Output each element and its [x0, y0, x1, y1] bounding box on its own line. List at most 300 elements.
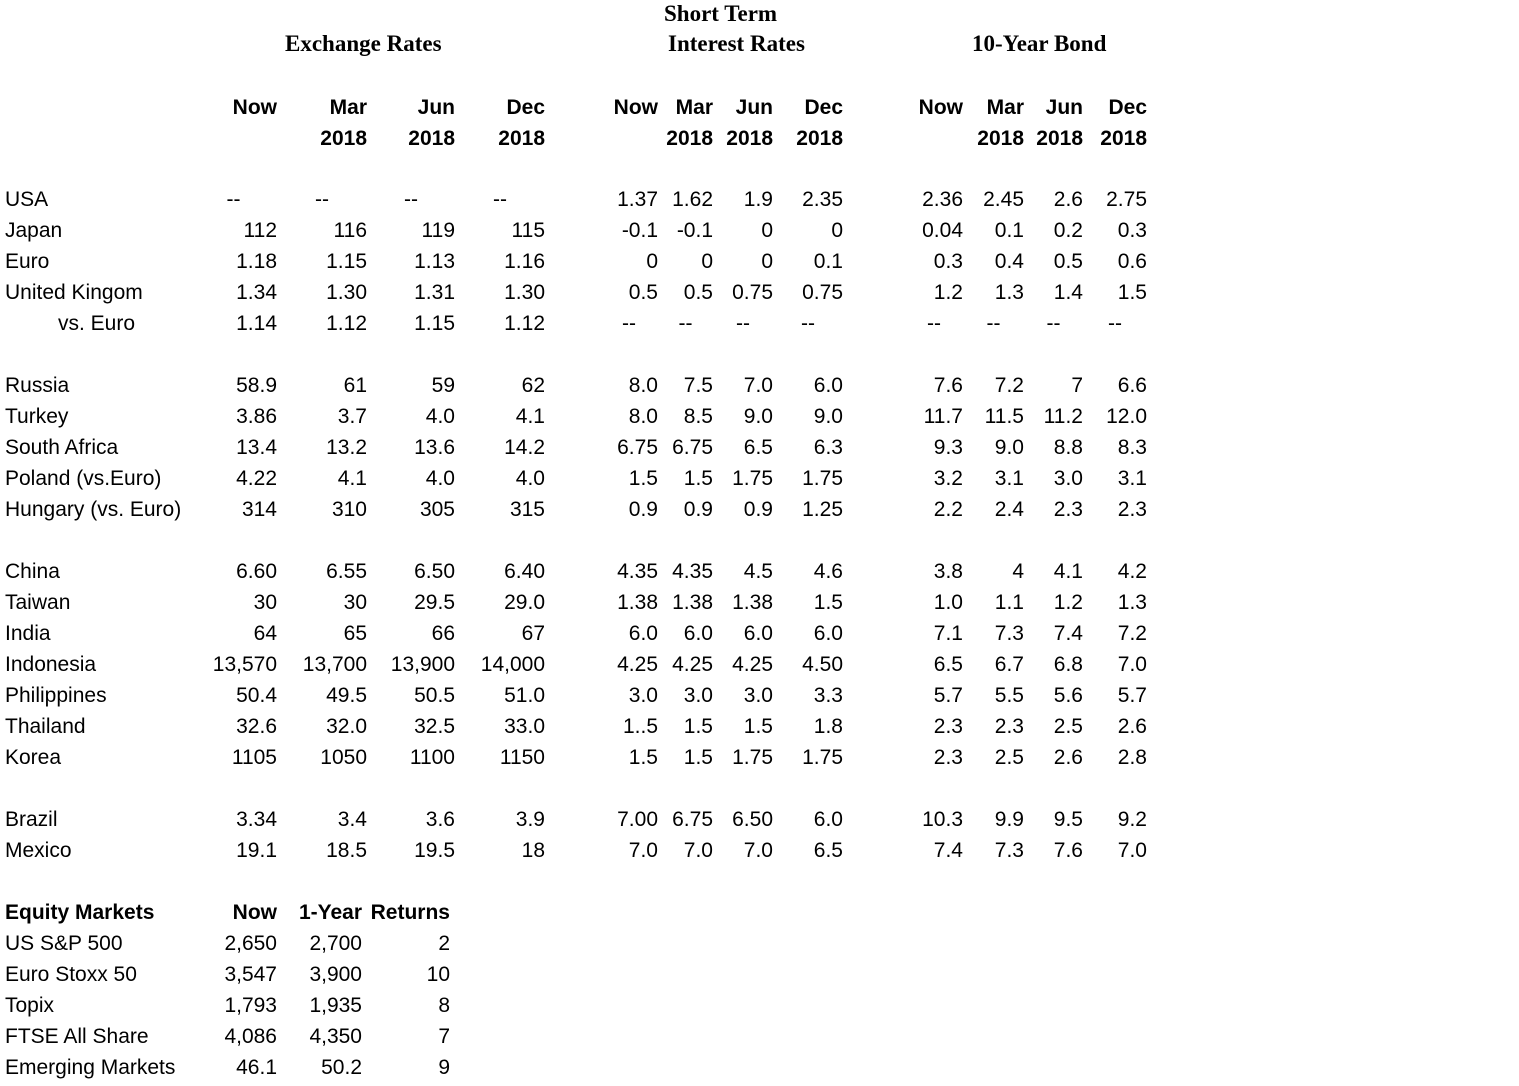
- bond-cell: 4.2: [1117, 560, 1147, 583]
- interest-cell: 3.0: [743, 684, 773, 707]
- bond-cell: 2.3: [994, 715, 1024, 738]
- col-header-now: Now: [232, 96, 277, 119]
- column-spacer: [843, 618, 905, 649]
- equity-now-cell: 1,793: [224, 994, 277, 1017]
- gap-row: [0, 525, 1519, 556]
- country-label: Euro: [5, 250, 50, 273]
- col-header-dec: Dec: [1108, 96, 1147, 119]
- equity-returns-cell: 7: [438, 1025, 450, 1048]
- exchange-cell: 62: [521, 374, 545, 397]
- exchange-cell: 1.15: [326, 250, 367, 273]
- bond-cell: 4: [1012, 560, 1024, 583]
- equity-row: [0, 990, 1519, 1021]
- interest-cell: -0.1: [621, 219, 658, 242]
- country-label: Korea: [5, 746, 62, 769]
- bond-cell: 8.3: [1117, 436, 1147, 459]
- interest-cell: 0.75: [732, 281, 773, 304]
- country-label: Hungary (vs. Euro): [5, 498, 182, 521]
- exchange-cell: 4.0: [425, 405, 455, 428]
- col-header-mar: Mar: [986, 96, 1024, 119]
- column-spacer: [545, 804, 600, 835]
- exchange-cell: 49.5: [326, 684, 367, 707]
- table-row: [0, 432, 1519, 463]
- interest-cell: 0: [761, 219, 773, 242]
- exchange-cell: 3.7: [337, 405, 367, 428]
- col-header-year: 2018: [666, 127, 713, 150]
- col-header-jun: Jun: [417, 96, 455, 119]
- bond-cell: 7.2: [994, 374, 1024, 397]
- col-header-mar: Mar: [675, 96, 713, 119]
- equity-now-cell: 2,650: [224, 932, 277, 955]
- exchange-cell: 29.0: [504, 591, 545, 614]
- bond-cell: 0.6: [1117, 250, 1147, 273]
- column-spacer: [843, 308, 905, 339]
- table-row: [0, 804, 1519, 835]
- bond-cell: 2.6: [1117, 715, 1147, 738]
- country-label: Japan: [5, 219, 63, 242]
- column-spacer: [545, 401, 600, 432]
- interest-cell: 9.0: [743, 405, 773, 428]
- table-row: [0, 215, 1519, 246]
- exchange-cell: 4.0: [425, 467, 455, 490]
- equity-row: [0, 1052, 1519, 1083]
- bond-cell: 7.3: [994, 839, 1024, 862]
- country-label: Russia: [5, 374, 70, 397]
- column-spacer: [843, 494, 905, 525]
- interest-cell: --: [736, 312, 750, 335]
- bond-cell: 7.3: [994, 622, 1024, 645]
- interest-cell: 1.9: [743, 188, 773, 211]
- exchange-cell: 64: [253, 622, 277, 645]
- exchange-cell: 67: [521, 622, 545, 645]
- bond-cell: 7.0: [1117, 839, 1147, 862]
- exchange-cell: 6.55: [326, 560, 367, 583]
- exchange-cell: 30: [253, 591, 277, 614]
- equity-now-cell: 46.1: [236, 1056, 277, 1079]
- col-header-year: 2018: [796, 127, 843, 150]
- equity-1-year-cell: 1,935: [309, 994, 362, 1017]
- bond-cell: 9.2: [1117, 808, 1147, 831]
- exchange-cell: 112: [243, 219, 277, 242]
- interest-cell: 1.75: [732, 746, 773, 769]
- col-header-year: 2018: [408, 127, 455, 150]
- interest-cell: 8.0: [628, 374, 658, 397]
- table-row: [0, 184, 1519, 215]
- bond-cell: 0.3: [1117, 219, 1147, 242]
- interest-cell: 2.35: [802, 188, 843, 211]
- bond-cell: 2.6: [1053, 746, 1083, 769]
- bond-cell: 6.8: [1053, 653, 1083, 676]
- exchange-cell: 3.86: [236, 405, 277, 428]
- country-label: vs. Euro: [58, 312, 136, 335]
- column-spacer: [545, 835, 600, 866]
- equity-label: Emerging Markets: [5, 1056, 176, 1079]
- equity-row: [0, 959, 1519, 990]
- column-spacer: [843, 649, 905, 680]
- column-spacer: [545, 742, 600, 773]
- exchange-cell: 58.9: [236, 374, 277, 397]
- interest-cell: 9.0: [813, 405, 843, 428]
- interest-cell: 1.5: [628, 746, 658, 769]
- exchange-cell: 65: [343, 622, 367, 645]
- exchange-cell: 3.9: [515, 808, 545, 831]
- interest-cell: 1..5: [622, 715, 658, 738]
- equity-col-header-now: Now: [232, 901, 277, 924]
- bond-cell: 7.6: [1053, 839, 1083, 862]
- interest-cell: 0: [761, 250, 773, 273]
- equity-markets-title: Equity Markets: [5, 901, 155, 924]
- country-label: Mexico: [5, 839, 72, 862]
- column-spacer: [545, 649, 600, 680]
- bond-cell: 1.2: [1053, 591, 1083, 614]
- country-rows: [0, 184, 1519, 897]
- interest-cell: 0.9: [628, 498, 658, 521]
- exchange-cell: 1.18: [236, 250, 277, 273]
- equity-returns-cell: 8: [438, 994, 450, 1017]
- equity-label: US S&P 500: [5, 932, 123, 955]
- bond-cell: 12.0: [1106, 405, 1147, 428]
- exchange-cell: 13,900: [390, 653, 455, 676]
- exchange-cell: 1.12: [326, 312, 367, 335]
- table-row: [0, 835, 1519, 866]
- bond-cell: --: [927, 312, 941, 335]
- exchange-cell: 33.0: [504, 715, 545, 738]
- interest-cell: --: [622, 312, 636, 335]
- interest-cell: 0.9: [683, 498, 713, 521]
- column-spacer: [843, 742, 905, 773]
- interest-cell: 3.0: [628, 684, 658, 707]
- interest-cell: 0.1: [813, 250, 843, 273]
- interest-cell: 0: [831, 219, 843, 242]
- country-label: Taiwan: [5, 591, 71, 614]
- equity-1-year-cell: 2,700: [309, 932, 362, 955]
- bond-cell: 7.1: [933, 622, 963, 645]
- bond-cell: 0.3: [933, 250, 963, 273]
- interest-cell: 4.25: [732, 653, 773, 676]
- interest-cell: 4.25: [617, 653, 658, 676]
- exchange-cell: 1.15: [414, 312, 455, 335]
- interest-cell: 7.5: [683, 374, 713, 397]
- table-row: [0, 587, 1519, 618]
- interest-cell: 6.0: [813, 374, 843, 397]
- column-spacer: [545, 587, 600, 618]
- column-spacer: [843, 680, 905, 711]
- equity-now-cell: 4,086: [224, 1025, 277, 1048]
- country-label: South Africa: [5, 436, 119, 459]
- table-row: [0, 401, 1519, 432]
- interest-cell: 0: [701, 250, 713, 273]
- period-header-row: [0, 92, 1519, 123]
- interest-cell: 1.5: [813, 591, 843, 614]
- interest-cell: 6.3: [813, 436, 843, 459]
- exchange-cell: 314: [241, 498, 277, 521]
- column-spacer: [843, 556, 905, 587]
- exchange-cell: 1.16: [504, 250, 545, 273]
- bond-cell: 2.2: [933, 498, 963, 521]
- exchange-cell: 3.6: [425, 808, 455, 831]
- bond-cell: 2.4: [994, 498, 1024, 521]
- bond-cell: 9.5: [1053, 808, 1083, 831]
- exchange-cell: 4.1: [337, 467, 367, 490]
- bond-cell: 2.5: [994, 746, 1024, 769]
- table-row: [0, 463, 1519, 494]
- col-header-year: 2018: [1036, 127, 1083, 150]
- table-row: [0, 494, 1519, 525]
- interest-cell: 4.6: [813, 560, 843, 583]
- interest-cell: 6.0: [683, 622, 713, 645]
- exchange-cell: 116: [333, 219, 367, 242]
- short-term-title-line2: Interest Rates: [668, 31, 805, 56]
- column-spacer: [545, 370, 600, 401]
- interest-cell: 0: [646, 250, 658, 273]
- bond-cell: 2.5: [1053, 715, 1083, 738]
- interest-cell: 1.38: [672, 591, 713, 614]
- column-spacer: [843, 184, 905, 215]
- exchange-cell: 6.60: [236, 560, 277, 583]
- exchange-cell: 50.4: [236, 684, 277, 707]
- exchange-cell: 19.1: [236, 839, 277, 862]
- interest-cell: 1.5: [683, 715, 713, 738]
- exchange-cell: 315: [509, 498, 545, 521]
- interest-cell: -0.1: [676, 219, 713, 242]
- interest-cell: 1.62: [672, 188, 713, 211]
- column-spacer: [843, 711, 905, 742]
- column-spacer: [545, 432, 600, 463]
- interest-cell: 1.25: [802, 498, 843, 521]
- bond-cell: 3.2: [933, 467, 963, 490]
- equity-returns-cell: 10: [426, 963, 450, 986]
- bond-cell: 2.3: [933, 715, 963, 738]
- column-spacer: [843, 246, 905, 277]
- table-row: [0, 277, 1519, 308]
- column-spacer: [545, 556, 600, 587]
- exchange-rates-title: Exchange Rates: [285, 31, 442, 56]
- interest-cell: 4.35: [672, 560, 713, 583]
- interest-cell: 6.0: [813, 622, 843, 645]
- interest-cell: 0.5: [683, 281, 713, 304]
- table-row: [0, 711, 1519, 742]
- bond-cell: 3.1: [994, 467, 1024, 490]
- exchange-cell: 6.50: [414, 560, 455, 583]
- bond-cell: 11.7: [923, 405, 963, 428]
- bond-cell: 1.0: [933, 591, 963, 614]
- column-spacer: [545, 308, 600, 339]
- interest-cell: 7.0: [628, 839, 658, 862]
- exchange-cell: 32.5: [414, 715, 455, 738]
- bond-cell: 7.0: [1117, 653, 1147, 676]
- column-spacer: [843, 804, 905, 835]
- interest-cell: --: [678, 312, 693, 335]
- col-header-year: 2018: [1100, 127, 1147, 150]
- interest-cell: 6.0: [628, 622, 658, 645]
- bond-cell: 7.2: [1117, 622, 1147, 645]
- bond-cell: 5.5: [994, 684, 1024, 707]
- exchange-cell: 61: [343, 374, 367, 397]
- column-spacer: [843, 277, 905, 308]
- bond-cell: 3.1: [1117, 467, 1147, 490]
- interest-cell: 3.0: [683, 684, 713, 707]
- bond-cell: 7: [1071, 374, 1083, 397]
- bond-cell: 0.4: [994, 250, 1024, 273]
- country-label: Brazil: [5, 808, 58, 831]
- exchange-cell: 115: [511, 219, 545, 242]
- equity-header-row: [0, 897, 1519, 928]
- interest-cell: 4.50: [802, 653, 843, 676]
- country-label: China: [5, 560, 60, 583]
- year-header-row: [0, 123, 1519, 154]
- exchange-cell: --: [493, 188, 507, 211]
- equity-now-cell: 3,547: [224, 963, 277, 986]
- bond-cell: 5.6: [1053, 684, 1083, 707]
- bond-cell: 6.5: [933, 653, 963, 676]
- equity-rows: [0, 928, 1519, 1083]
- interest-cell: 1.8: [813, 715, 843, 738]
- interest-cell: 4.5: [743, 560, 773, 583]
- bond-cell: 2.3: [933, 746, 963, 769]
- exchange-cell: 4.0: [515, 467, 545, 490]
- bond-cell: 11.2: [1043, 405, 1083, 428]
- exchange-cell: 4.22: [236, 467, 277, 490]
- exchange-cell: --: [315, 188, 329, 211]
- bond-cell: 2.45: [983, 188, 1024, 211]
- equity-col-header-1-year: 1-Year: [298, 901, 362, 924]
- col-header-dec: Dec: [804, 96, 843, 119]
- interest-cell: 6.0: [743, 622, 773, 645]
- column-spacer: [545, 463, 600, 494]
- country-label: Indonesia: [5, 653, 97, 676]
- exchange-cell: 119: [421, 219, 455, 242]
- table-row: [0, 370, 1519, 401]
- interest-cell: 0.75: [802, 281, 843, 304]
- interest-cell: 1.75: [802, 467, 843, 490]
- col-header-dec: Dec: [506, 96, 545, 119]
- col-header-year: 2018: [726, 127, 773, 150]
- table-row: [0, 618, 1519, 649]
- interest-cell: 7.00: [617, 808, 658, 831]
- interest-cell: 1.5: [743, 715, 773, 738]
- table-row: [0, 556, 1519, 587]
- exchange-cell: 1.12: [504, 312, 545, 335]
- interest-cell: 1.5: [683, 467, 713, 490]
- interest-cell: 1.37: [617, 188, 658, 211]
- bond-cell: 0.2: [1053, 219, 1083, 242]
- exchange-cell: --: [404, 188, 418, 211]
- bond-cell: 10.3: [922, 808, 963, 831]
- exchange-cell: 1.30: [504, 281, 545, 304]
- interest-cell: 4.35: [617, 560, 658, 583]
- bond-cell: 4.1: [1053, 560, 1083, 583]
- exchange-cell: 1100: [409, 746, 455, 769]
- exchange-cell: 29.5: [414, 591, 455, 614]
- bond-cell: --: [1108, 312, 1122, 335]
- exchange-cell: 4.1: [515, 405, 545, 428]
- interest-cell: 0.9: [743, 498, 773, 521]
- interest-cell: 6.75: [672, 808, 713, 831]
- exchange-cell: 305: [419, 498, 455, 521]
- exchange-cell: 1.13: [414, 250, 455, 273]
- bond-cell: 1.1: [994, 591, 1024, 614]
- column-spacer: [843, 835, 905, 866]
- exchange-cell: 13,700: [302, 653, 367, 676]
- bond-cell: 9.3: [933, 436, 963, 459]
- bond-cell: 2.3: [1053, 498, 1083, 521]
- bond-cell: 0.04: [922, 219, 963, 242]
- gap-row: [0, 339, 1519, 370]
- bond-cell: 1.5: [1117, 281, 1147, 304]
- exchange-cell: 1.30: [326, 281, 367, 304]
- exchange-cell: 13,570: [212, 653, 277, 676]
- equity-row: [0, 1021, 1519, 1052]
- column-spacer: [545, 277, 600, 308]
- column-spacer: [843, 587, 905, 618]
- table-row: [0, 308, 1519, 339]
- country-label: USA: [5, 188, 49, 211]
- gap-row: [0, 773, 1519, 804]
- bond-cell: 7.4: [1053, 622, 1083, 645]
- equity-col-header-returns: Returns: [370, 901, 450, 924]
- column-spacer: [843, 215, 905, 246]
- interest-cell: 7.0: [743, 374, 773, 397]
- equity-label: Euro Stoxx 50: [5, 963, 137, 986]
- bond-cell: 3.8: [933, 560, 963, 583]
- ten-year-bond-title: 10-Year Bond: [972, 31, 1107, 56]
- interest-cell: 1.5: [628, 467, 658, 490]
- bond-cell: 2.3: [1117, 498, 1147, 521]
- table-row: [0, 742, 1519, 773]
- column-spacer: [843, 370, 905, 401]
- exchange-cell: 14.2: [504, 436, 545, 459]
- country-label: Philippines: [5, 684, 107, 707]
- bond-cell: --: [986, 312, 1001, 335]
- exchange-cell: 19.5: [414, 839, 455, 862]
- interest-cell: 6.0: [813, 808, 843, 831]
- exchange-cell: 50.5: [414, 684, 455, 707]
- exchange-cell: 13.4: [236, 436, 277, 459]
- short-term-title-line1: Short Term: [664, 1, 778, 26]
- exchange-cell: 13.6: [414, 436, 455, 459]
- interest-cell: 8.0: [628, 405, 658, 428]
- bond-cell: 2.8: [1117, 746, 1147, 769]
- equity-1-year-cell: 3,900: [309, 963, 362, 986]
- interest-cell: 6.5: [743, 436, 773, 459]
- country-label: United Kingom: [5, 281, 143, 304]
- interest-cell: 7.0: [683, 839, 713, 862]
- exchange-cell: 1050: [320, 746, 367, 769]
- col-header-year: 2018: [498, 127, 545, 150]
- interest-cell: 6.50: [732, 808, 773, 831]
- bond-cell: --: [1046, 312, 1061, 335]
- exchange-cell: 30: [343, 591, 367, 614]
- interest-cell: 0.5: [628, 281, 658, 304]
- bond-cell: 1.3: [994, 281, 1024, 304]
- exchange-cell: 3.34: [236, 808, 277, 831]
- column-spacer: [545, 680, 600, 711]
- bond-cell: 2.36: [922, 188, 963, 211]
- equity-label: FTSE All Share: [5, 1025, 149, 1048]
- interest-cell: 4.25: [672, 653, 713, 676]
- bond-cell: 6.7: [994, 653, 1024, 676]
- bond-cell: 9.9: [994, 808, 1024, 831]
- exchange-cell: 3.4: [337, 808, 367, 831]
- table-row: [0, 246, 1519, 277]
- bond-cell: 5.7: [1117, 684, 1147, 707]
- exchange-cell: 59: [431, 374, 455, 397]
- bond-cell: 2.75: [1106, 188, 1147, 211]
- exchange-cell: 18: [521, 839, 545, 862]
- equity-1-year-cell: 4,350: [309, 1025, 362, 1048]
- interest-cell: 1.38: [732, 591, 773, 614]
- exchange-cell: 1.14: [236, 312, 277, 335]
